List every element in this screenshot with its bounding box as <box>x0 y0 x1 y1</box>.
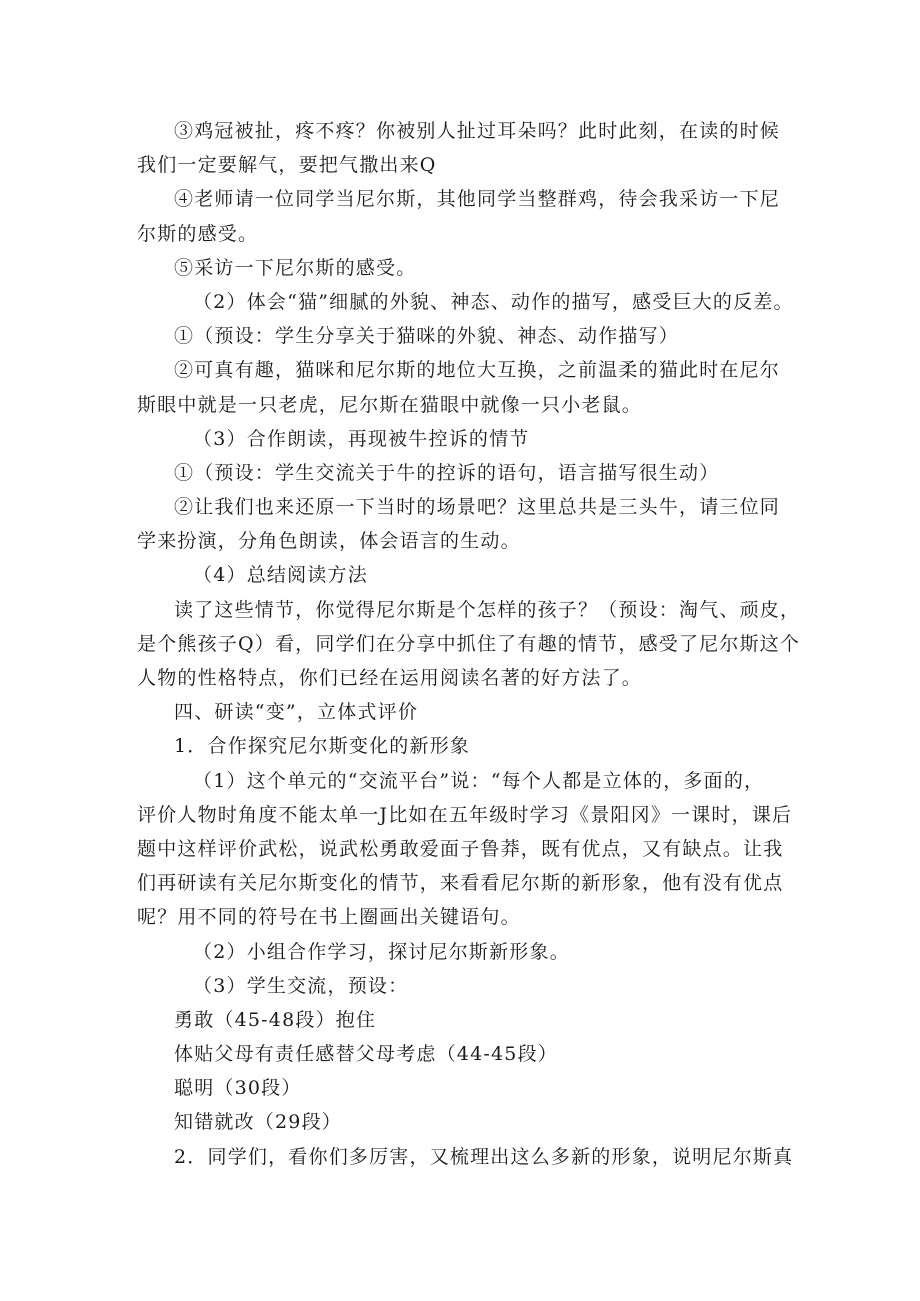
paragraph-line: ②可真有趣，猫咪和尼尔斯的地位大互换，之前温柔的猫此时在尼尔 <box>174 359 781 382</box>
paragraph-line: 尔斯的感受。 <box>137 222 259 245</box>
paragraph-line: ①（预设：学生分享关于猫咪的外貌、神态、动作描写） <box>174 325 680 348</box>
chapter-heading: 四、研读“变”，立体式评价 <box>174 701 419 724</box>
paragraph-line: 题中这样评价武松，说武松勇敢爱面子鲁莽，既有优点，又有缺点。让我 <box>137 837 784 860</box>
paragraph-line: ③鸡冠被扯，疼不疼？你被别人扯过耳朵吗？此时此刻，在读的时候 <box>174 120 781 142</box>
section-heading: （2）体会“猫”细腻的外貌、神态、动作的描写，感受巨大的反差。 <box>193 290 794 313</box>
section-heading: （4）总结阅读方法 <box>193 564 368 587</box>
paragraph-line: ②让我们也来还原一下当时的场景吧？这里总共是三头牛，请三位同 <box>174 496 781 519</box>
list-item: 勇敢（45-48段）抱住 <box>174 1008 377 1031</box>
paragraph-line: ①（预设：学生交流关于牛的控诉的语句，语言描写很生动） <box>174 461 720 484</box>
paragraph-line: 是个熊孩子Q）看，同学们在分享中抓住了有趣的情节，感受了尼尔斯这个 <box>137 632 801 655</box>
section-heading: （1）这个单元的“交流平台”说：“每个人都是立体的，多面的， <box>193 769 765 792</box>
list-item: 知错就改（29段） <box>174 1111 342 1134</box>
paragraph-line: ⑤采访一下尼尔斯的感受。 <box>174 256 417 279</box>
paragraph-line: 学来扮演，分角色朗读，体会语言的生动。 <box>137 530 521 553</box>
paragraph-line: 评价人物时角度不能太单一J比如在五年级时学习《景阳冈》一课时，课后 <box>137 803 793 826</box>
section-heading: （3）合作朗读，再现被牛控诉的情节 <box>193 427 530 450</box>
paragraph-line: 我们一定要解气，要把气撒出来Q <box>137 154 437 177</box>
section-heading: （3）学生交流，预设： <box>193 974 409 997</box>
paragraph-line: 斯眼中就是一只老虎，尼尔斯在猫眼中就像一只小老鼠。 <box>137 393 643 416</box>
numbered-heading: 1．合作探究尼尔斯变化的新形象 <box>174 735 471 758</box>
list-item: 聪明（30段） <box>174 1077 302 1100</box>
paragraph-line: ④老师请一位同学当尼尔斯，其他同学当整群鸡，待会我采访一下尼 <box>174 188 781 211</box>
paragraph-line: 呢？用不同的符号在书上圈画出关键语句。 <box>137 906 521 929</box>
section-heading: （2）小组合作学习，探讨尼尔斯新形象。 <box>193 940 570 963</box>
paragraph-line: 人物的性格特点，你们已经在运用阅读名著的好方法了。 <box>137 667 643 689</box>
numbered-heading: 2．同学们，看你们多厉害，又梳理出这么多新的形象，说明尼尔斯真 <box>174 1145 794 1168</box>
document-body <box>137 114 801 1174</box>
paragraph-line: 读了这些情节，你觉得尼尔斯是个怎样的孩子？（预设：淘气、顽皮， <box>174 598 801 621</box>
paragraph-line: 们再研读有关尼尔斯变化的情节，来看看尼尔斯的新形象，他有没有优点 <box>137 872 784 895</box>
list-item: 体贴父母有责任感替父母考虑（44-45段） <box>174 1043 558 1066</box>
